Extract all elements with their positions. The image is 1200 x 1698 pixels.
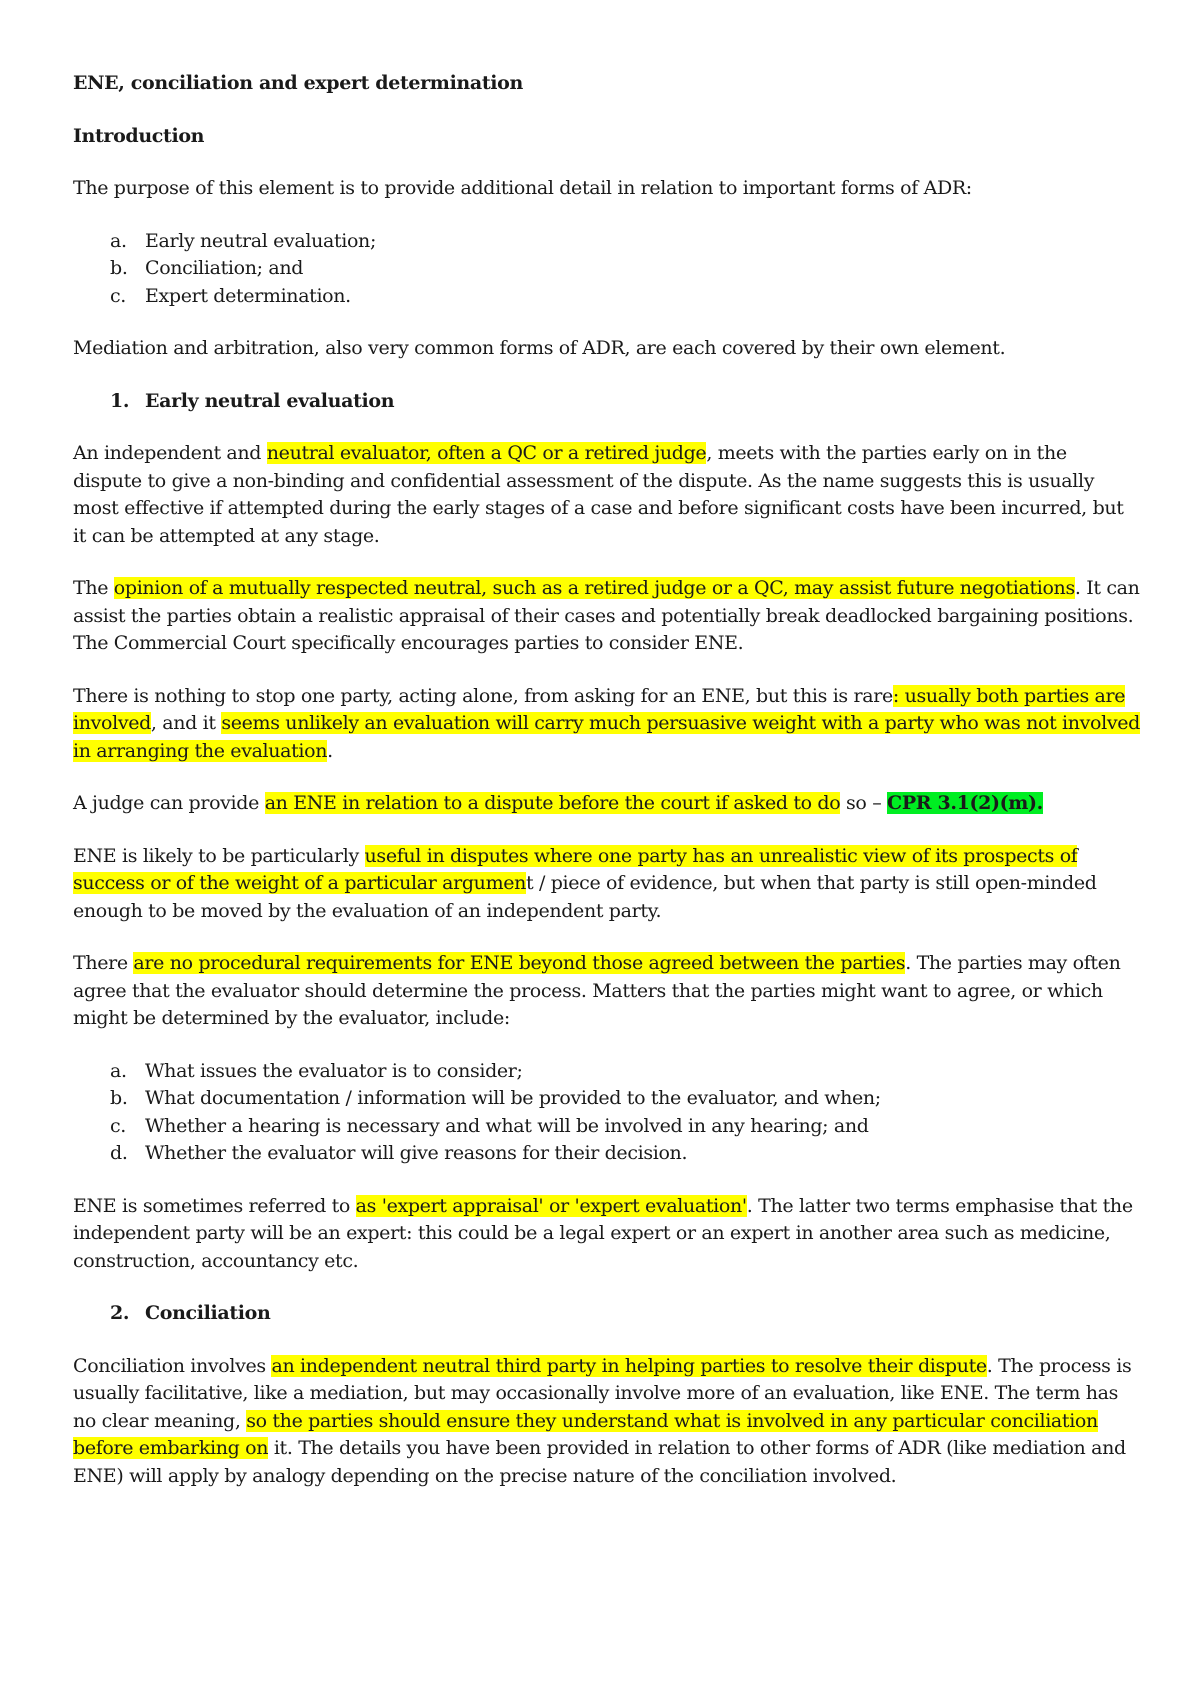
intro-list [73,228,1140,311]
section-1-paragraph-1: An independent and neutral evaluator, often a QC or a retired judge, meets with the parties early on in the dispute to give a non-binding and confidential assessment of the dispute. As the name suggests this is usually most effective if attempted during the early stages of a case and before significant costs have been incurred, but it can be attempted at any stage. [73,442,1124,547]
intro-text: The purpose of this element is to provide additional detail in relation to important forms of ADR: [73,177,972,199]
yellow-highlight: an independent neutral third party in helping parties to resolve their dispute [271,1354,987,1377]
list-item-text: What documentation / information will be provided to the evaluator, and when; [145,1087,881,1109]
intro-heading: Introduction [73,124,205,147]
list-item-text: Expert determination. [145,284,351,307]
section-1-paragraph-5: ENE is likely to be particularly useful in disputes where one party has an unrealistic view of its prospects of success or of the weight of a particular argument / piece of evidence, but when that party is still open-minded enough to be moved by the evaluation of an independent party. [73,844,1097,922]
list-item [73,228,1140,256]
section-1-paragraph-4: A judge can provide an ENE in relation to a dispute before the court if asked to do so – CPR 3.1(2)(m). [73,792,1043,814]
intro-after-text: Mediation and arbitration, also very common forms of ADR, are each covered by their own element. [73,337,1006,359]
section-2-heading [73,1300,1140,1328]
yellow-highlight: as 'expert appraisal' or 'expert evaluation' [355,1194,747,1217]
section-title: Conciliation [145,1302,271,1324]
list-marker: d. [110,1142,128,1164]
list-marker: b. [110,257,128,279]
yellow-highlight: seems unlikely an evaluation will carry much persuasive weight with a party who was not involved in arranging the evaluation [73,712,1140,762]
list-marker: c. [110,1114,126,1137]
section-1-paragraph-7: ENE is sometimes referred to as 'expert appraisal' or 'expert evaluation'. The latter two terms emphasise that the independent party will be an expert: this could be a legal expert or an expert in another area such as medicine, construction, accountancy etc. [73,1194,1133,1272]
section-1-paragraph-3: There is nothing to stop one party, acting alone, from asking for an ENE, but this is rare: usually both parties are involved, and it seems unlikely an evaluation will carry much persuasive weight with a party who was not involved in arranging the evaluation. [73,684,1140,762]
section-1-paragraph-2: The opinion of a mutually respected neutral, such as a retired judge or a QC, may assist future negotiations. It can assist the parties obtain a realistic appraisal of their cases and potentially break deadlocked bargaining positions. The Commercial Court specifically encourages parties to consider ENE. [73,577,1140,654]
section-1-paragraph-6: There are no procedural requirements for ENE beyond those agreed between the parties. The parties may often agree that the evaluator should determine the process. Matters that the parties might want to agree, or which might be determined by the evaluator, include: [73,952,1121,1029]
yellow-highlight: an ENE in relation to a dispute before the court if asked to do [264,792,841,814]
yellow-highlight: useful in disputes where one party has an unrealistic view of its prospects of success or of the weight of a particular argumen [73,844,1078,894]
section-number: 1. [110,389,130,412]
yellow-highlight: : usually both parties are involved [73,684,1126,734]
green-highlight: CPR 3.1(2)(m). [887,792,1043,814]
list-item [73,1113,1140,1141]
section-title: Early neutral evaluation [145,389,395,412]
list-item-text: Whether a hearing is necessary and what will be involved in any hearing; and [145,1114,869,1137]
ene-matters-list [73,1058,1140,1168]
yellow-highlight: opinion of a mutually respected neutral, such as a retired judge or a QC, may assist future negotiations [113,577,1075,599]
list-item-text: Conciliation; and [145,257,304,279]
list-item [73,1085,1140,1113]
section-number: 2. [110,1302,130,1324]
list-marker: c. [110,284,126,307]
section-2-paragraph-1: Conciliation involves an independent neutral third party in helping parties to resolve their dispute. The process is usually facilitative, like a mediation, but may occasionally involve more of an evaluation, like ENE. The term has no clear meaning, so the parties should ensure they understand what is involved in any particular conciliation before embarking on it. The details you have been provided in relation to other forms of ADR (like mediation and ENE) will apply by analogy depending on the precise nature of the conciliation involved. [73,1354,1132,1487]
yellow-highlight: are no procedural requirements for ENE beyond those agreed between the parties [133,952,906,974]
list-item-text: What issues the evaluator is to consider; [145,1059,523,1082]
list-marker: a. [110,229,127,252]
list-item [73,1058,1140,1086]
list-item [73,255,1140,283]
list-marker: b. [110,1087,128,1109]
list-marker: a. [110,1059,127,1082]
document-title: ENE, conciliation and expert determination [73,72,523,94]
list-item [73,1140,1140,1168]
yellow-highlight: so the parties should ensure they understand what is involved in any particular conciliation before embarking on [73,1409,1098,1459]
list-item-text: Early neutral evaluation; [145,229,376,252]
list-item [73,283,1140,311]
section-1-heading [73,388,1140,416]
list-item-text: Whether the evaluator will give reasons for their decision. [145,1142,688,1164]
yellow-highlight: neutral evaluator, often a QC or a retired judge [266,442,707,464]
